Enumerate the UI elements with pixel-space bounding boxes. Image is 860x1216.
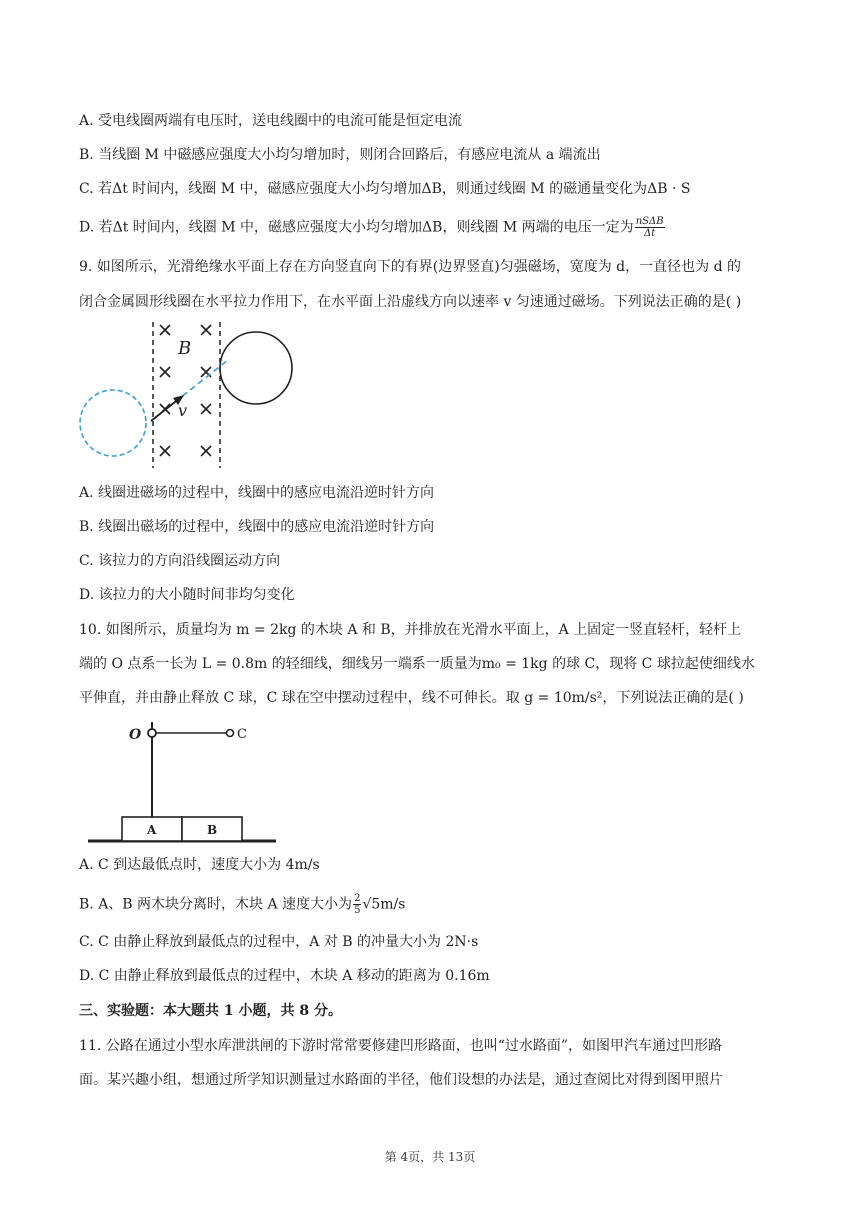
q10-stem-line1: 10. 如图所示，质量均为 m = 2kg 的木块 A 和 B，并排放在光滑水平面上，A 上固定一竖直轻杆，轻杆上 (79, 622, 742, 638)
q9-option-d: D. 该拉力的大小随时间非均匀变化 (79, 587, 295, 603)
fraction-numerator: nSΔB (635, 216, 664, 227)
coil-initial-dashed (80, 390, 146, 456)
q9-figure (76, 318, 300, 470)
pivot-o (148, 729, 156, 737)
block-a-label: A (147, 823, 157, 837)
q8-option-c: C. 若Δt 时间内，线圈 M 中，磁感应强度大小均匀增加ΔB，则通过线圈 M 的磁通量变化为ΔB · S (79, 181, 691, 197)
label-c: C (237, 727, 247, 742)
fraction-denominator: 5 (354, 905, 361, 916)
q10-option-b-value: √5m/s (362, 896, 406, 913)
q10-stem-line3: 平伸直，并由静止释放 C 球，C 球在空中摆动过程中，线不可伸长。取 g = 10m/s²，下列说法正确的是( ) (79, 690, 744, 706)
q8-option-d (79, 216, 665, 239)
q11-stem-line1: 11. 公路在通过小型水库泄洪闸的下游时常常要修建凹形路面，也叫“过水路面”，如图甲汽车通过凹形路 (79, 1038, 723, 1054)
q10-stem-line2: 端的 O 点系一长为 L = 0.8m 的轻细线，细线另一端系一质量为m₀ = 1kg 的球 C，现将 C 球拉起使细线水 (79, 656, 755, 672)
q10-option-c: C. C 由静止释放到最低点的过程中，A 对 B 的冲量大小为 2N·s (79, 934, 479, 950)
q10-option-b-fraction (353, 893, 361, 916)
q10-option-a: A. C 到达最低点时，速度大小为 4m/s (79, 857, 320, 873)
q9-stem-line2: 闭合金属圆形线圈在水平拉力作用下，在水平面上沿虚线方向以速率 v 匀速通过磁场。下列说法正确的是( ) (79, 294, 742, 310)
q11-stem-line2: 面。某兴趣小组，想通过所学知识测量过水路面的半径，他们设想的办法是，通过查阅比对得到图甲照片 (79, 1072, 723, 1088)
q8-option-d-text: D. 若Δt 时间内，线圈 M 中，磁感应强度大小均匀增加ΔB，则线圈 M 两端的电压一定为 (79, 219, 634, 236)
velocity-label-v: v (178, 401, 188, 420)
field-label-b: B (178, 338, 192, 359)
q9-option-c: C. 该拉力的方向沿线圈运动方向 (79, 553, 281, 569)
q9-option-a: A. 线圈进磁场的过程中，线圈中的感应电流沿逆时针方向 (79, 485, 435, 501)
q8-option-a: A. 受电线圈两端有电压时，送电线圈中的电流可能是恒定电流 (79, 113, 463, 129)
label-o: O (129, 727, 142, 743)
q9-option-b: B. 线圈出磁场的过程中，线圈中的感应电流沿逆时针方向 (79, 519, 435, 535)
page-footer: 第 4页，共 13页 (384, 1150, 476, 1164)
block-b-label: B (207, 823, 218, 837)
ball-c (227, 730, 234, 737)
q10-option-b-text: B. A、B 两木块分离时，木块 A 速度大小为 (79, 896, 353, 913)
q10-option-b (79, 893, 405, 916)
fraction-numerator: 2 (354, 893, 361, 904)
q8-option-b: B. 当线圈 M 中磁感应强度大小均匀增加时，则闭合回路后，有感应电流从 a 端流出 (79, 147, 601, 163)
q10-figure (86, 716, 280, 848)
section-heading-experiment: 三、实验题：本大题共 1 小题，共 8 分。 (79, 1003, 342, 1019)
q10-option-d: D. C 由静止释放到最低点的过程中，木块 A 移动的距离为 0.16m (79, 968, 490, 984)
fraction-denominator: Δt (644, 228, 656, 239)
q8-option-d-fraction (635, 216, 665, 239)
coil-final (220, 332, 292, 404)
q9-stem-line1: 9. 如图所示，光滑绝缘水平面上存在方向竖直向下的有界(边界竖直)匀强磁场，宽度为 d，一直径也为 d 的 (79, 259, 742, 275)
